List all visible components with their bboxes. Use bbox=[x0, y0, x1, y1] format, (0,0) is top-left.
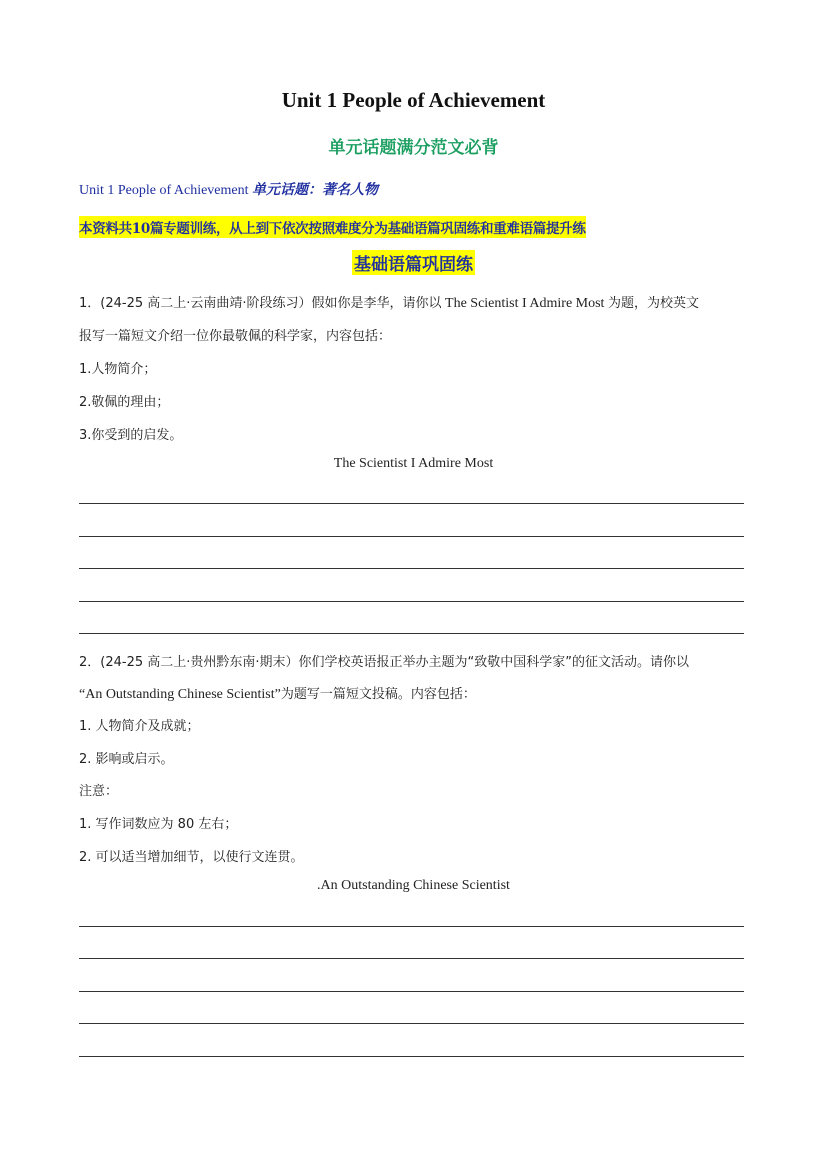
question-2-note-label: 注意： bbox=[79, 784, 119, 799]
writing-line[interactable] bbox=[79, 601, 744, 602]
question-1-essay-title: The Scientist I Admire Most bbox=[333, 456, 494, 471]
section-heading bbox=[0, 250, 827, 275]
writing-line[interactable] bbox=[79, 958, 744, 959]
question-2-title-inline: “An Outstanding Chinese Scientist” bbox=[79, 687, 281, 702]
unit-topic-english: Unit 1 People of Achievement bbox=[79, 183, 253, 198]
writing-line[interactable] bbox=[79, 536, 744, 537]
question-1-item-2: 2.敬佩的理由； bbox=[79, 395, 170, 410]
question-1-line-2: 报写一篇短文介绍一位你最敬佩的科学家，内容包括： bbox=[79, 329, 392, 344]
document-title: Unit 1 People of Achievement bbox=[281, 88, 546, 112]
question-1-line-1 bbox=[79, 292, 699, 312]
question-2-line-1: 2．(24-25 高二上·贵州黔东南·期末）你们学校英语报正举办主题为“致敬中国科学家”的征文活动。请你以 bbox=[79, 655, 689, 670]
question-2-line-2 bbox=[79, 683, 476, 703]
question-1-item-3: 3.你受到的启发。 bbox=[79, 428, 183, 443]
section-heading-text: 基础语篇巩固练 bbox=[352, 250, 475, 275]
writing-line[interactable] bbox=[79, 991, 744, 992]
question-2-item-1: 1. 人物简介及成就； bbox=[79, 719, 200, 734]
question-1-prompt-b: 为题，为校英文 bbox=[607, 296, 699, 311]
question-2-item-2: 2. 影响或启示。 bbox=[79, 752, 174, 767]
question-1-prompt-a: 1．(24-25 高二上·云南曲靖·阶段练习）假如你是李华，请你以 bbox=[79, 296, 442, 311]
writing-line[interactable] bbox=[79, 633, 744, 634]
writing-line[interactable] bbox=[79, 568, 744, 569]
question-2-prompt: 为题写一篇短文投稿。内容包括： bbox=[280, 687, 476, 702]
writing-line[interactable] bbox=[79, 1023, 744, 1024]
document-subtitle: 单元话题满分范文必背 bbox=[328, 138, 499, 158]
question-2-note-1: 1. 写作词数应为 80 左右； bbox=[79, 817, 238, 832]
writing-line[interactable] bbox=[79, 926, 744, 927]
question-1-item-1: 1.人物简介； bbox=[79, 362, 157, 377]
writing-line[interactable] bbox=[79, 1056, 744, 1057]
question-1-title-inline: The Scientist I Admire Most bbox=[441, 296, 608, 311]
unit-topic-line bbox=[79, 179, 378, 199]
question-2-note-2: 2. 可以适当增加细节，以使行文连贯。 bbox=[79, 850, 304, 865]
writing-line[interactable] bbox=[79, 503, 744, 504]
unit-topic-chinese: 单元话题：著名人物 bbox=[252, 182, 379, 198]
question-2-essay-title: .An Outstanding Chinese Scientist bbox=[317, 878, 510, 893]
highlighted-notice: 本资料共10篇专题训练，从上到下依次按照难度分为基础语篇巩固练和重难语篇提升练 bbox=[79, 216, 586, 238]
